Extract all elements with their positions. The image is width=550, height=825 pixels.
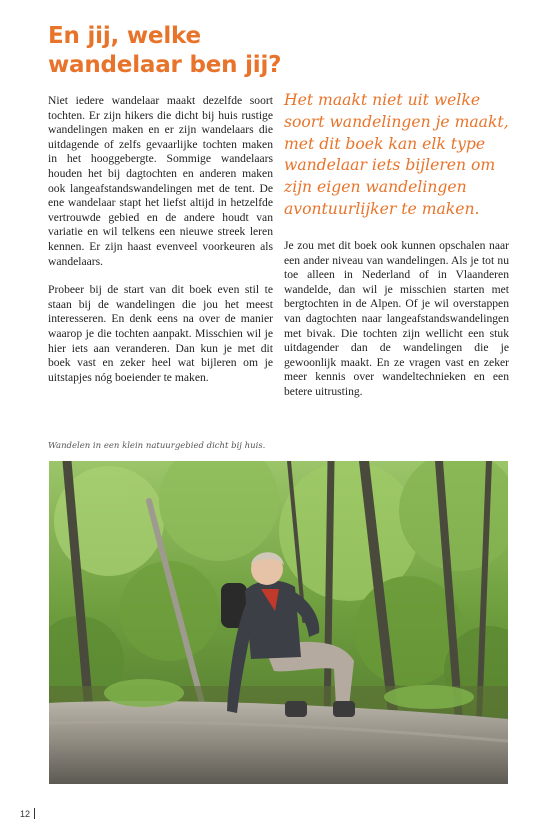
forest-hiker-photo	[49, 461, 508, 784]
page-number: 12	[20, 808, 31, 819]
left-text-column	[48, 94, 273, 399]
photo-caption: Wandelen in een klein natuurgebied dicht bij huis.	[48, 441, 266, 451]
page-title	[48, 22, 348, 80]
pull-quote: Het maakt niet uit welke soort wandelingen je maakt, met dit boek kan elk type wandelaar iets bijleren om zijn eigen wandelingen avontuurlijker te maken.	[284, 91, 509, 218]
paragraph: Je zou met dit boek ook kunnen opschalen naar een ander niveau van wandelingen. Als je tot nu toe alleen in Nederland of in Vlaanderen wandelde, dan wil je misschien starten met bergtochten in de Alpen. Of je wil overstappen van dagtochten naar langeafstandswandelingen met bivak. Die tochten zijn wellicht een stuk uitdagender dan de wandelingen die je gewoonlijk maakt. En ze vragen vast en zeker meer kennis over wandeltechnieken en een betere uitrusting.	[284, 239, 509, 398]
paragraph: Niet iedere wandelaar maakt dezelfde soort tochten. Er zijn hikers die dicht bij huis rustige wandelingen maken en er zijn wandelaars die uitdagende of zelfs gevaarlijke tochten maken in het hooggebergte. Sommige wandelaars houden het bij dagtochten en anderen maken ook langeafstandswandelingen met de tent. De ene wandelaar stapt het liefst altijd in hetzelfde vertrouwde gebied en de andere houdt van variatie en wil telkens een nieuwe streek leren kennen. Er zijn haast evenveel voorkeuren als wandelaars.	[48, 94, 273, 268]
title-line-2: wandelaar ben jij?	[48, 52, 282, 78]
title-line-1: En jij, welke	[48, 23, 201, 49]
page-footer	[20, 808, 35, 819]
right-text-column	[284, 239, 509, 414]
paragraph: Probeer bij de start van dit boek even stil te staan bij de wandelingen die jou het meest interesseren. En denk eens na over de manier waarop je die tochten aanpakt. Misschien wil je hier iets aan veranderen. Dan kun je met dit boek vast en zeker heel wat bijleren om je uitstapjes nóg boeiender te maken.	[48, 283, 273, 384]
footer-divider	[34, 808, 35, 819]
